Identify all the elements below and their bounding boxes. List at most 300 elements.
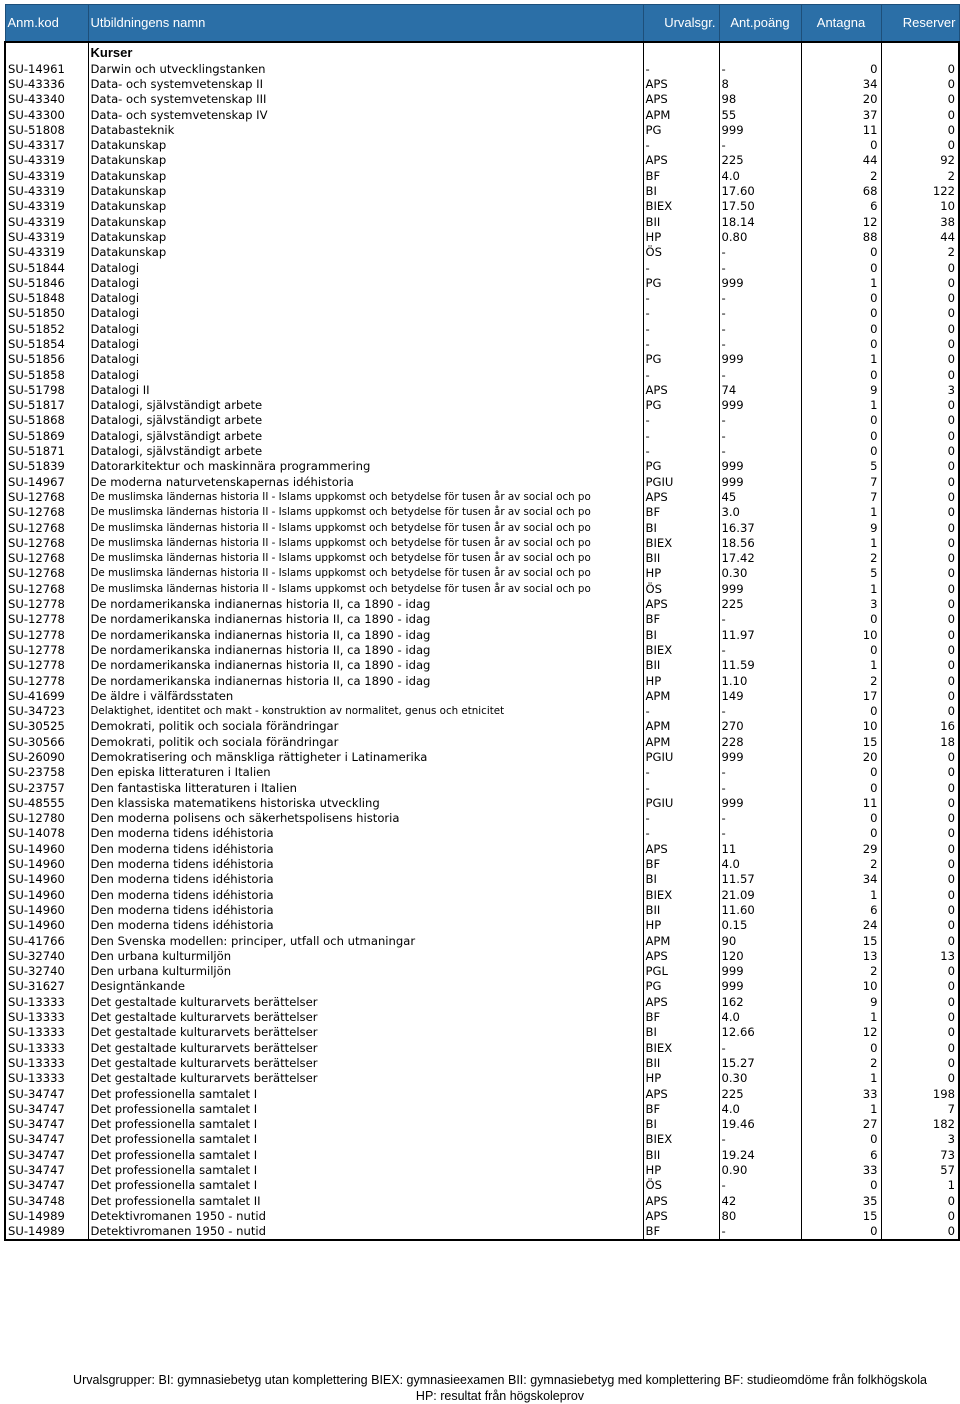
cell-anm-kod: SU-30566 <box>5 735 88 750</box>
cell-urvalsgrupp: - <box>643 62 719 77</box>
cell-anm-kod: SU-12780 <box>5 811 88 826</box>
cell-antagningspoang: - <box>719 765 801 780</box>
cell-antagningspoang: 0.15 <box>719 918 801 933</box>
cell-anm-kod: SU-43300 <box>5 107 88 122</box>
cell-antagningspoang: 11.60 <box>719 903 801 918</box>
cell-reserver: 0 <box>881 627 959 642</box>
cell-antagna: 1 <box>801 398 881 413</box>
cell-antagningspoang: 3.0 <box>719 505 801 520</box>
cell-course-name: De muslimska ländernas historia II - Islams uppkomst och betydelse för tusen år av social och po <box>88 566 643 581</box>
cell-urvalsgrupp: - <box>643 765 719 780</box>
cell-course-name: Den moderna tidens idéhistoria <box>88 826 643 841</box>
cell-antagningspoang: 999 <box>719 475 801 490</box>
cell-antagningspoang: 149 <box>719 689 801 704</box>
cell-anm-kod: SU-51798 <box>5 383 88 398</box>
cell-reserver: 16 <box>881 719 959 734</box>
cell-antagningspoang: - <box>719 306 801 321</box>
cell-antagna: 33 <box>801 1086 881 1101</box>
table-row <box>5 857 959 872</box>
cell-urvalsgrupp: BI <box>643 627 719 642</box>
cell-antagna: 0 <box>801 1178 881 1193</box>
cell-urvalsgrupp: BII <box>643 903 719 918</box>
cell-reserver: 0 <box>881 903 959 918</box>
header-antagningspoang: Ant.poäng <box>719 5 801 42</box>
cell-urvalsgrupp: ÖS <box>643 245 719 260</box>
cell-anm-kod: SU-12768 <box>5 490 88 505</box>
table-row <box>5 719 959 734</box>
cell-urvalsgrupp: APS <box>643 1209 719 1224</box>
cell-antagna: 1 <box>801 658 881 673</box>
cell-antagna: 9 <box>801 995 881 1010</box>
cell-anm-kod: SU-14960 <box>5 903 88 918</box>
cell-course-name: De moderna naturvetenskapernas idéhistoria <box>88 475 643 490</box>
header-antagna: Antagna <box>801 5 881 42</box>
table-row <box>5 107 959 122</box>
cell-antagna: 1 <box>801 1010 881 1025</box>
cell-reserver: 0 <box>881 582 959 597</box>
cell-antagningspoang: 225 <box>719 597 801 612</box>
cell-anm-kod: SU-12778 <box>5 597 88 612</box>
cell-course-name: Datalogi, självständigt arbete <box>88 444 643 459</box>
cell-anm-kod: SU-12778 <box>5 658 88 673</box>
cell-antagna: 0 <box>801 306 881 321</box>
cell-course-name: Det professionella samtalet I <box>88 1132 643 1147</box>
cell-urvalsgrupp: BI <box>643 1117 719 1132</box>
table-row <box>5 536 959 551</box>
table-row <box>5 291 959 306</box>
cell-course-name: De muslimska ländernas historia II - Islams uppkomst och betydelse för tusen år av social och po <box>88 520 643 535</box>
cell-antagningspoang: - <box>719 1041 801 1056</box>
cell-antagna: 1 <box>801 352 881 367</box>
cell-reserver: 0 <box>881 1209 959 1224</box>
cell-course-name: Demokrati, politik och sociala förändringar <box>88 735 643 750</box>
cell-antagningspoang: 8 <box>719 77 801 92</box>
cell-course-name: Den moderna polisens och säkerhetspolisens historia <box>88 811 643 826</box>
cell-anm-kod: SU-12778 <box>5 627 88 642</box>
cell-reserver: 0 <box>881 811 959 826</box>
cell-antagna: 0 <box>801 1132 881 1147</box>
cell-urvalsgrupp: - <box>643 429 719 444</box>
table-body <box>5 42 959 1241</box>
cell-course-name: Datakunskap <box>88 184 643 199</box>
cell-anm-kod: SU-12778 <box>5 612 88 627</box>
cell-antagna: 27 <box>801 1117 881 1132</box>
cell-urvalsgrupp: PGIU <box>643 796 719 811</box>
cell-anm-kod: SU-13333 <box>5 1010 88 1025</box>
cell-antagna: 20 <box>801 750 881 765</box>
table-row <box>5 551 959 566</box>
table-row <box>5 735 959 750</box>
cell-reserver: 0 <box>881 352 959 367</box>
table-row <box>5 260 959 275</box>
cell-antagna: 1 <box>801 888 881 903</box>
cell-antagna: 0 <box>801 62 881 77</box>
cell-anm-kod: SU-51856 <box>5 352 88 367</box>
cell-antagna: 6 <box>801 1148 881 1163</box>
cell-reserver: 0 <box>881 337 959 352</box>
cell-anm-kod: SU-51871 <box>5 444 88 459</box>
table-row <box>5 597 959 612</box>
cell-antagna: 0 <box>801 765 881 780</box>
cell-course-name: Darwin och utvecklingstanken <box>88 62 643 77</box>
cell-urvalsgrupp: - <box>643 138 719 153</box>
table-row <box>5 842 959 857</box>
cell-anm-kod: SU-13333 <box>5 1071 88 1086</box>
cell-antagna: 15 <box>801 735 881 750</box>
cell-antagningspoang: 270 <box>719 719 801 734</box>
cell-antagna: 0 <box>801 704 881 719</box>
cell-anm-kod: SU-43319 <box>5 230 88 245</box>
cell-antagna: 0 <box>801 780 881 795</box>
cell-antagna: 0 <box>801 1041 881 1056</box>
cell-anm-kod: SU-51850 <box>5 306 88 321</box>
cell-urvalsgrupp: BI <box>643 520 719 535</box>
cell-antagna: 11 <box>801 796 881 811</box>
cell-reserver: 0 <box>881 566 959 581</box>
cell-urvalsgrupp: BF <box>643 857 719 872</box>
cell-antagningspoang: 120 <box>719 949 801 964</box>
cell-reserver: 38 <box>881 214 959 229</box>
cell-reserver: 0 <box>881 1041 959 1056</box>
table-row <box>5 322 959 337</box>
cell-urvalsgrupp: BIEX <box>643 643 719 658</box>
cell-antagna: 35 <box>801 1193 881 1208</box>
cell-urvalsgrupp: - <box>643 306 719 321</box>
cell-course-name: Datalogi <box>88 260 643 275</box>
cell-urvalsgrupp: HP <box>643 1163 719 1178</box>
cell-anm-kod: SU-51854 <box>5 337 88 352</box>
cell-anm-kod: SU-34723 <box>5 704 88 719</box>
footer-legend-line-2: HP: resultat från högskoleprov <box>415 1389 585 1403</box>
cell-anm-kod: SU-34748 <box>5 1193 88 1208</box>
cell-urvalsgrupp: BII <box>643 214 719 229</box>
table-row <box>5 199 959 214</box>
table-row <box>5 1224 959 1240</box>
cell-reserver: 0 <box>881 413 959 428</box>
cell-course-name: Det gestaltade kulturarvets berättelser <box>88 995 643 1010</box>
cell-antagningspoang: 45 <box>719 490 801 505</box>
cell-course-name: Det gestaltade kulturarvets berättelser <box>88 1071 643 1086</box>
cell-course-name: Den urbana kulturmiljön <box>88 949 643 964</box>
cell-urvalsgrupp: APS <box>643 1193 719 1208</box>
cell-course-name: Det professionella samtalet I <box>88 1117 643 1132</box>
table-row <box>5 627 959 642</box>
cell-antagna: 44 <box>801 153 881 168</box>
table-row <box>5 276 959 291</box>
cell-reserver: 0 <box>881 367 959 382</box>
cell-reserver: 7 <box>881 1102 959 1117</box>
header-anm-kod: Anm.kod <box>5 5 88 42</box>
cell-anm-kod: SU-51839 <box>5 459 88 474</box>
cell-urvalsgrupp: APM <box>643 107 719 122</box>
cell-reserver: 0 <box>881 1071 959 1086</box>
cell-antagningspoang: 19.24 <box>719 1148 801 1163</box>
cell-antagningspoang: 11.59 <box>719 658 801 673</box>
cell-anm-kod: SU-14989 <box>5 1209 88 1224</box>
cell-urvalsgrupp: PG <box>643 123 719 138</box>
cell-reserver: 18 <box>881 735 959 750</box>
cell-urvalsgrupp: - <box>643 322 719 337</box>
cell-anm-kod: SU-12768 <box>5 536 88 551</box>
table-row <box>5 429 959 444</box>
cell-course-name: Den moderna tidens idéhistoria <box>88 918 643 933</box>
table-row <box>5 444 959 459</box>
cell-antagna: 88 <box>801 230 881 245</box>
cell-course-name: Demokrati, politik och sociala förändringar <box>88 719 643 734</box>
cell-reserver: 0 <box>881 1193 959 1208</box>
cell-reserver: 13 <box>881 949 959 964</box>
cell-urvalsgrupp: BI <box>643 872 719 887</box>
cell-antagna: 1 <box>801 1071 881 1086</box>
cell-anm-kod: SU-12778 <box>5 643 88 658</box>
cell-course-name: Data- och systemvetenskap IV <box>88 107 643 122</box>
cell-urvalsgrupp: APS <box>643 1086 719 1101</box>
cell-antagna: 0 <box>801 413 881 428</box>
cell-anm-kod: SU-31627 <box>5 979 88 994</box>
cell-antagna: 0 <box>801 260 881 275</box>
cell-reserver: 0 <box>881 979 959 994</box>
cell-antagna: 15 <box>801 933 881 948</box>
cell-antagningspoang: - <box>719 322 801 337</box>
cell-urvalsgrupp: BII <box>643 1056 719 1071</box>
cell-anm-kod: SU-12768 <box>5 505 88 520</box>
cell-anm-kod: SU-43336 <box>5 77 88 92</box>
cell-anm-kod: SU-51846 <box>5 276 88 291</box>
cell-reserver: 44 <box>881 230 959 245</box>
table-row <box>5 826 959 841</box>
cell-anm-kod: SU-13333 <box>5 1025 88 1040</box>
cell-urvalsgrupp: PG <box>643 276 719 291</box>
cell-urvalsgrupp: PG <box>643 979 719 994</box>
cell-anm-kod: SU-43319 <box>5 199 88 214</box>
cell-urvalsgrupp: APS <box>643 949 719 964</box>
cell-urvalsgrupp: APS <box>643 92 719 107</box>
cell-urvalsgrupp: - <box>643 826 719 841</box>
cell-antagna: 1 <box>801 536 881 551</box>
cell-antagna: 0 <box>801 291 881 306</box>
cell-antagningspoang: - <box>719 826 801 841</box>
cell-antagningspoang: 4.0 <box>719 169 801 184</box>
cell-antagningspoang: - <box>719 245 801 260</box>
cell-antagningspoang: 999 <box>719 796 801 811</box>
cell-reserver: 0 <box>881 872 959 887</box>
cell-anm-kod: SU-43319 <box>5 245 88 260</box>
table-row <box>5 398 959 413</box>
cell-antagna: 0 <box>801 337 881 352</box>
cell-urvalsgrupp: BII <box>643 1148 719 1163</box>
cell-reserver: 0 <box>881 322 959 337</box>
section-label: Kurser <box>88 42 643 62</box>
cell-course-name: De nordamerikanska indianernas historia II, ca 1890 - idag <box>88 658 643 673</box>
table-row <box>5 811 959 826</box>
footer-legend-line-1: Urvalsgrupper: BI: gymnasiebetyg utan komplettering BIEX: gymnasieexamen BII: gymnasiebetyg med komplettering BF: studieomdöme från folkhögskola <box>73 1373 927 1387</box>
cell-antagningspoang: 17.50 <box>719 199 801 214</box>
table-row <box>5 77 959 92</box>
cell-antagningspoang: 999 <box>719 750 801 765</box>
cell-urvalsgrupp: ÖS <box>643 582 719 597</box>
cell-urvalsgrupp: BIEX <box>643 888 719 903</box>
cell-antagningspoang: - <box>719 1132 801 1147</box>
cell-reserver: 0 <box>881 658 959 673</box>
cell-course-name: De nordamerikanska indianernas historia II, ca 1890 - idag <box>88 643 643 658</box>
cell-antagna: 7 <box>801 475 881 490</box>
cell-antagningspoang: 4.0 <box>719 1102 801 1117</box>
table-row <box>5 1209 959 1224</box>
cell-course-name: Den moderna tidens idéhistoria <box>88 888 643 903</box>
cell-antagna: 2 <box>801 1056 881 1071</box>
cell-antagningspoang: 228 <box>719 735 801 750</box>
cell-anm-kod: SU-14961 <box>5 62 88 77</box>
cell-course-name: Designtänkande <box>88 979 643 994</box>
table-row <box>5 1010 959 1025</box>
cell-antagningspoang: 999 <box>719 964 801 979</box>
cell-course-name: Data- och systemvetenskap II <box>88 77 643 92</box>
table-row <box>5 1178 959 1193</box>
cell-course-name: Datalogi <box>88 337 643 352</box>
cell-anm-kod: SU-51858 <box>5 367 88 382</box>
cell-course-name: Den Svenska modellen: principer, utfall och utmaningar <box>88 933 643 948</box>
cell-anm-kod: SU-34747 <box>5 1163 88 1178</box>
cell-course-name: Datakunskap <box>88 169 643 184</box>
cell-urvalsgrupp: - <box>643 413 719 428</box>
cell-course-name: Det gestaltade kulturarvets berättelser <box>88 1025 643 1040</box>
cell-antagna: 0 <box>801 322 881 337</box>
cell-anm-kod: SU-13333 <box>5 1041 88 1056</box>
table-row <box>5 673 959 688</box>
cell-reserver: 0 <box>881 888 959 903</box>
cell-antagningspoang: - <box>719 444 801 459</box>
cell-urvalsgrupp: HP <box>643 918 719 933</box>
cell-antagna: 0 <box>801 811 881 826</box>
cell-course-name: De muslimska ländernas historia II - Islams uppkomst och betydelse för tusen år av social och po <box>88 505 643 520</box>
cell-antagningspoang: 18.14 <box>719 214 801 229</box>
table-row <box>5 1086 959 1101</box>
table-row <box>5 505 959 520</box>
cell-anm-kod: SU-14960 <box>5 842 88 857</box>
cell-reserver: 0 <box>881 520 959 535</box>
cell-urvalsgrupp: APS <box>643 490 719 505</box>
cell-antagna: 2 <box>801 169 881 184</box>
cell-antagningspoang: 162 <box>719 995 801 1010</box>
cell-antagna: 12 <box>801 1025 881 1040</box>
cell-urvalsgrupp: APM <box>643 735 719 750</box>
cell-antagningspoang: 4.0 <box>719 857 801 872</box>
cell-urvalsgrupp: PG <box>643 352 719 367</box>
cell-urvalsgrupp: PG <box>643 398 719 413</box>
cell-urvalsgrupp: BF <box>643 1224 719 1240</box>
cell-anm-kod: SU-48555 <box>5 796 88 811</box>
cell-anm-kod: SU-43319 <box>5 169 88 184</box>
cell-urvalsgrupp: - <box>643 260 719 275</box>
cell-reserver: 0 <box>881 398 959 413</box>
cell-course-name: Detektivromanen 1950 - nutid <box>88 1224 643 1240</box>
cell-antagna: 5 <box>801 459 881 474</box>
cell-antagningspoang: 11.97 <box>719 627 801 642</box>
cell-reserver: 0 <box>881 995 959 1010</box>
cell-antagningspoang: 999 <box>719 459 801 474</box>
cell-antagna: 24 <box>801 918 881 933</box>
table-row <box>5 1056 959 1071</box>
cell-antagna: 29 <box>801 842 881 857</box>
cell-urvalsgrupp: PGL <box>643 964 719 979</box>
cell-reserver: 0 <box>881 1056 959 1071</box>
cell-reserver: 0 <box>881 612 959 627</box>
cell-anm-kod: SU-26090 <box>5 750 88 765</box>
cell-antagna: 1 <box>801 582 881 597</box>
cell-urvalsgrupp: ÖS <box>643 1178 719 1193</box>
cell-antagningspoang: 74 <box>719 383 801 398</box>
cell-course-name: Datalogi, självständigt arbete <box>88 413 643 428</box>
cell-anm-kod: SU-14967 <box>5 475 88 490</box>
cell-antagna: 3 <box>801 597 881 612</box>
cell-reserver: 0 <box>881 765 959 780</box>
table-row <box>5 413 959 428</box>
cell-course-name: Det professionella samtalet I <box>88 1148 643 1163</box>
cell-urvalsgrupp: APS <box>643 995 719 1010</box>
cell-course-name: De äldre i välfärdsstaten <box>88 689 643 704</box>
cell-urvalsgrupp: HP <box>643 673 719 688</box>
cell-antagningspoang: - <box>719 138 801 153</box>
cell-course-name: Datalogi II <box>88 383 643 398</box>
cell-anm-kod: SU-51868 <box>5 413 88 428</box>
cell-anm-kod: SU-43340 <box>5 92 88 107</box>
cell-antagningspoang: 0.90 <box>719 1163 801 1178</box>
cell-anm-kod: SU-51869 <box>5 429 88 444</box>
cell-anm-kod: SU-51848 <box>5 291 88 306</box>
table-row <box>5 92 959 107</box>
cell-urvalsgrupp: APS <box>643 77 719 92</box>
cell-course-name: Det professionella samtalet II <box>88 1193 643 1208</box>
cell-antagningspoang: 225 <box>719 153 801 168</box>
cell-reserver: 0 <box>881 673 959 688</box>
table-row <box>5 566 959 581</box>
cell-course-name: Datalogi <box>88 322 643 337</box>
cell-urvalsgrupp: PGIU <box>643 750 719 765</box>
table-row <box>5 689 959 704</box>
cell-antagningspoang: 12.66 <box>719 1025 801 1040</box>
table-row <box>5 1102 959 1117</box>
table-row <box>5 750 959 765</box>
cell-course-name: Datalogi <box>88 276 643 291</box>
cell-anm-kod: SU-51817 <box>5 398 88 413</box>
cell-reserver: 0 <box>881 689 959 704</box>
cell-reserver: 0 <box>881 704 959 719</box>
cell-antagningspoang: 80 <box>719 1209 801 1224</box>
cell-urvalsgrupp: HP <box>643 1071 719 1086</box>
table-row <box>5 230 959 245</box>
cell-course-name: Det gestaltade kulturarvets berättelser <box>88 1056 643 1071</box>
cell-anm-kod: SU-12768 <box>5 551 88 566</box>
cell-urvalsgrupp: BF <box>643 169 719 184</box>
cell-urvalsgrupp: - <box>643 444 719 459</box>
cell-urvalsgrupp: PGIU <box>643 475 719 490</box>
cell-antagningspoang: 42 <box>719 1193 801 1208</box>
cell-antagna: 17 <box>801 689 881 704</box>
cell-antagningspoang: 21.09 <box>719 888 801 903</box>
cell-reserver: 73 <box>881 1148 959 1163</box>
cell-antagningspoang: 17.60 <box>719 184 801 199</box>
cell-anm-kod: SU-51844 <box>5 260 88 275</box>
cell-antagningspoang: 98 <box>719 92 801 107</box>
table-row <box>5 1117 959 1132</box>
cell-reserver: 0 <box>881 260 959 275</box>
cell-antagningspoang: - <box>719 643 801 658</box>
cell-course-name: Det gestaltade kulturarvets berättelser <box>88 1041 643 1056</box>
table-row <box>5 979 959 994</box>
table-row <box>5 352 959 367</box>
cell-urvalsgrupp: APS <box>643 597 719 612</box>
cell-course-name: Datakunskap <box>88 214 643 229</box>
